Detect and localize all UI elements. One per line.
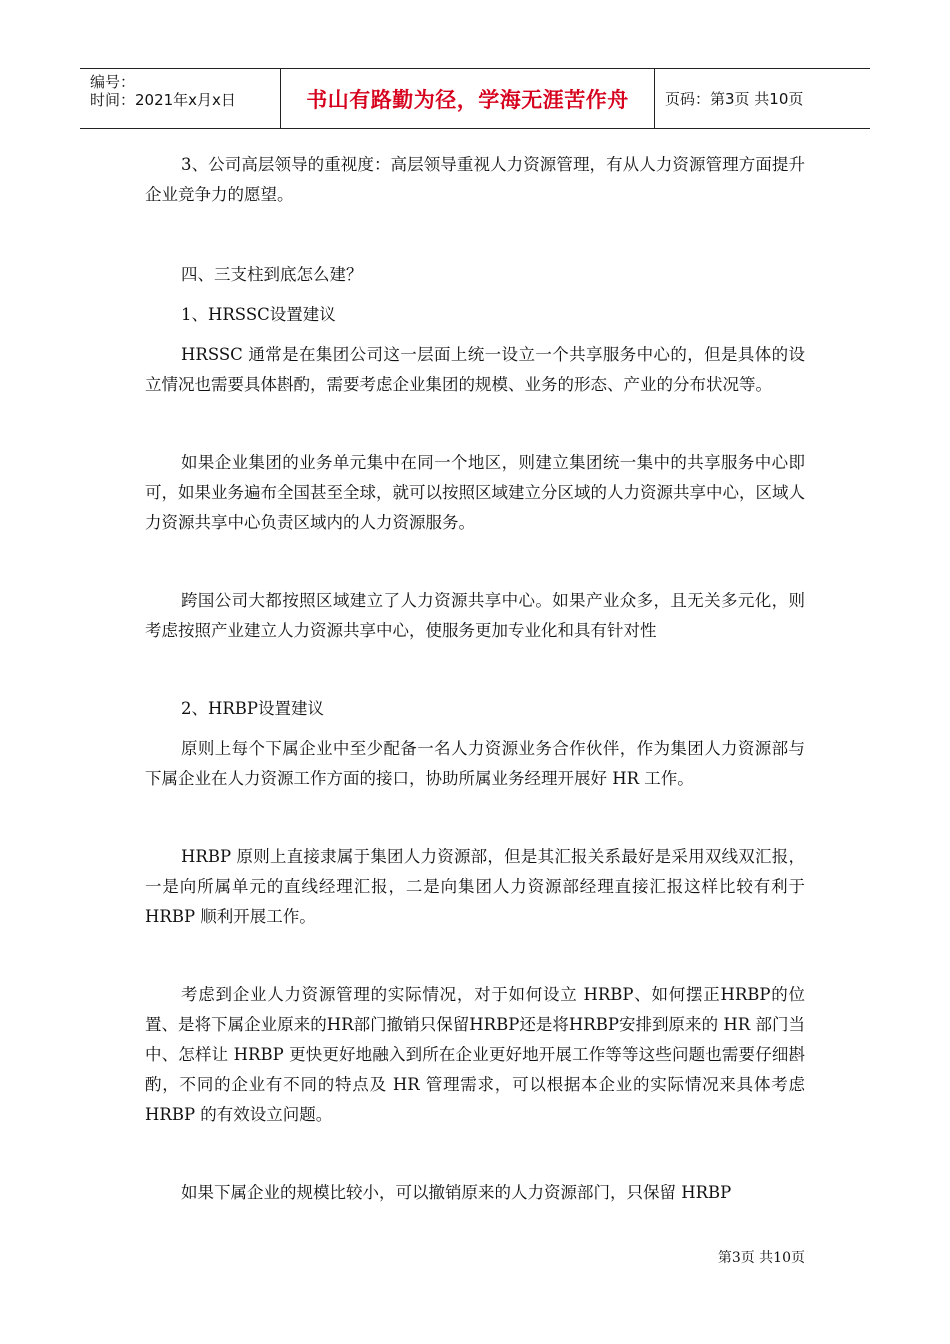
subsection-heading: 1、HRSSC设置建议 [181, 305, 336, 324]
subsection-heading: 2、HRBP设置建议 [181, 699, 325, 718]
document-time-label: 时间：2021年x月x日 [90, 91, 236, 109]
header-meta-cell [80, 69, 281, 128]
section-heading: 四、三支柱到底怎么建？ [181, 265, 363, 284]
paragraph: 如果下属企业的规模比较小，可以撤销原来的人力资源部门，只保留 HRBP [181, 1183, 732, 1202]
paragraph: 考虑到企业人力资源管理的实际情况，对于如何设立 HRBP、如何摆正HRBP的位置、是将下属企业原来的HR部门撤销只保留HRBP还是将HRBP安排到原来的 HR 部门当中、怎样让 HRBP 更快更好地融入到所在企业更好地开展工作等等这些问题也需要仔细斟酌，不同的企业有不同的特点及 HR 管理需求，可以根据本企业的实际情况来具体考虑 HRBP 的有效设立问题。 [145, 985, 805, 1124]
document-number-label: 编号： [90, 73, 136, 91]
header-page-cell [655, 69, 870, 128]
paragraph: 原则上每个下属企业中至少配备一名人力资源业务合作伙伴，作为集团人力资源部与下属企业在人力资源工作方面的接口，协助所属业务经理开展好 HR 工作。 [145, 739, 805, 788]
paragraph: 跨国公司大都按照区域建立了人力资源共享中心。如果产业众多，且无关多元化，则考虑按照产业建立人力资源共享中心，使服务更加专业化和具有针对性 [145, 591, 805, 640]
page-footer: 第3页 共10页 [717, 1250, 805, 1266]
header-page-number: 页码：第3页 共10页 [665, 90, 804, 108]
paragraph: 如果企业集团的业务单元集中在同一个地区，则建立集团统一集中的共享服务中心即可，如果业务遍布全国甚至全球，就可以按照区域建立分区域的人力资源共享中心，区域人力资源共享中心负责区域内的人力资源服务。 [145, 453, 805, 532]
document-body [145, 150, 805, 1208]
paragraph: HRSSC 通常是在集团公司这一层面上统一设立一个共享服务中心的，但是具体的设立情况也需要具体斟酌，需要考虑企业集团的规模、业务的形态、产业的分布状况等。 [145, 345, 805, 394]
paragraph: 3、公司高层领导的重视度：高层领导重视人力资源管理，有从人力资源管理方面提升企业竞争力的愿望。 [145, 155, 805, 204]
paragraph: HRBP 原则上直接隶属于集团人力资源部，但是其汇报关系最好是采用双线双汇报，一是向所属单元的直线经理汇报，二是向集团人力资源部经理直接汇报这样比较有利于HRBP 顺利开展工作。 [145, 847, 805, 926]
page-header [80, 68, 870, 129]
header-motto: 书山有路勤为径，学海无涯苦作舟 [306, 87, 629, 112]
header-motto-cell [281, 69, 655, 128]
